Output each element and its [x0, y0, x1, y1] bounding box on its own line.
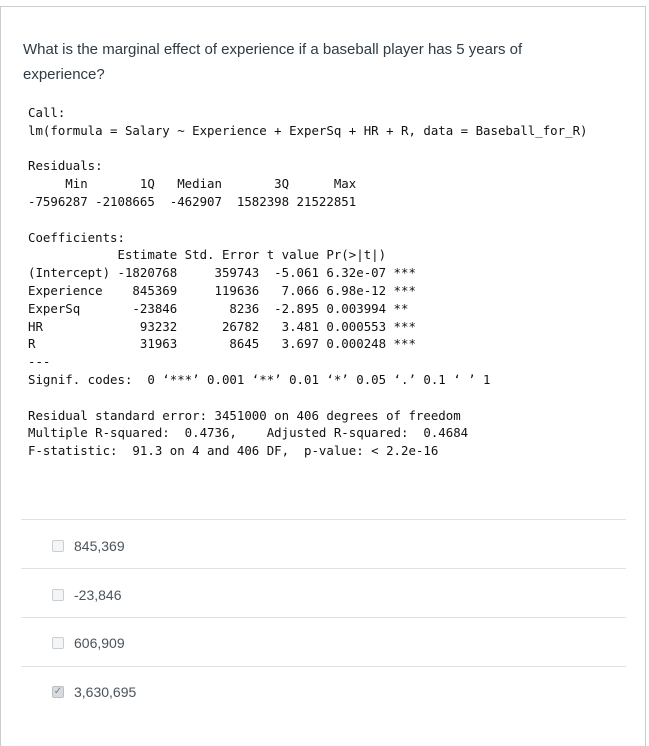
checkbox-icon[interactable] — [52, 637, 64, 649]
output-line: --- — [28, 354, 51, 370]
answer-option[interactable] — [52, 535, 125, 557]
checkbox-icon[interactable] — [52, 540, 64, 552]
output-line: ExperSq -23846 8236 -2.895 0.003994 ** — [28, 300, 409, 316]
output-line: Residuals: — [28, 158, 103, 174]
output-line: Call: — [28, 105, 66, 120]
output-line: Estimate Std. Error t value Pr(>|t|) — [28, 247, 387, 263]
output-line: -7596287 -2108665 -462907 1582398 21522851 — [28, 193, 357, 209]
answers-divider — [21, 519, 626, 520]
answer-label: 606,909 — [74, 635, 125, 651]
answer-label: 845,369 — [74, 538, 125, 554]
output-line: Signif. codes: 0 ‘***’ 0.001 ‘**’ 0.01 ‘*’ 0.05 ‘.’ 0.1 ‘ ’ 1 — [28, 371, 491, 387]
answer-label: 3,630,695 — [74, 684, 137, 700]
output-line: Multiple R-squared: 0.4736, Adjusted R-squared: 0.4684 — [28, 425, 469, 441]
output-line: Residual standard error: 3451000 on 406 degrees of freedom — [28, 407, 461, 423]
regression-output — [28, 104, 588, 460]
checkbox-icon[interactable] — [52, 686, 64, 698]
output-line: lm(formula = Salary ~ Experience + ExperSq + HR + R, data = Baseball_for_R) — [28, 122, 588, 138]
answer-option[interactable] — [52, 632, 125, 654]
check-icon: ✓ — [53, 686, 63, 697]
answer-option[interactable] — [52, 681, 136, 703]
output-line: R 31963 8645 3.697 0.000248 *** — [28, 336, 416, 352]
answer-label: -23,846 — [74, 587, 122, 603]
answer-divider — [21, 617, 626, 618]
output-line: Min 1Q Median 3Q Max — [28, 176, 357, 192]
question-text: What is the marginal effect of experience if a baseball player has 5 years of experience? — [23, 41, 523, 83]
output-line: Experience 845369 119636 7.066 6.98e-12 *** — [28, 282, 416, 298]
output-line: (Intercept) -1820768 359743 -5.061 6.32e-07 *** — [28, 265, 416, 281]
answer-divider — [21, 568, 626, 569]
output-line: Coefficients: — [28, 229, 125, 245]
answer-divider — [21, 666, 626, 667]
answer-option[interactable] — [52, 584, 121, 606]
output-line: HR 93232 26782 3.481 0.000553 *** — [28, 318, 416, 334]
output-line: F-statistic: 91.3 on 4 and 406 DF, p-value: < 2.2e-16 — [28, 443, 439, 459]
checkbox-icon[interactable] — [52, 589, 64, 601]
